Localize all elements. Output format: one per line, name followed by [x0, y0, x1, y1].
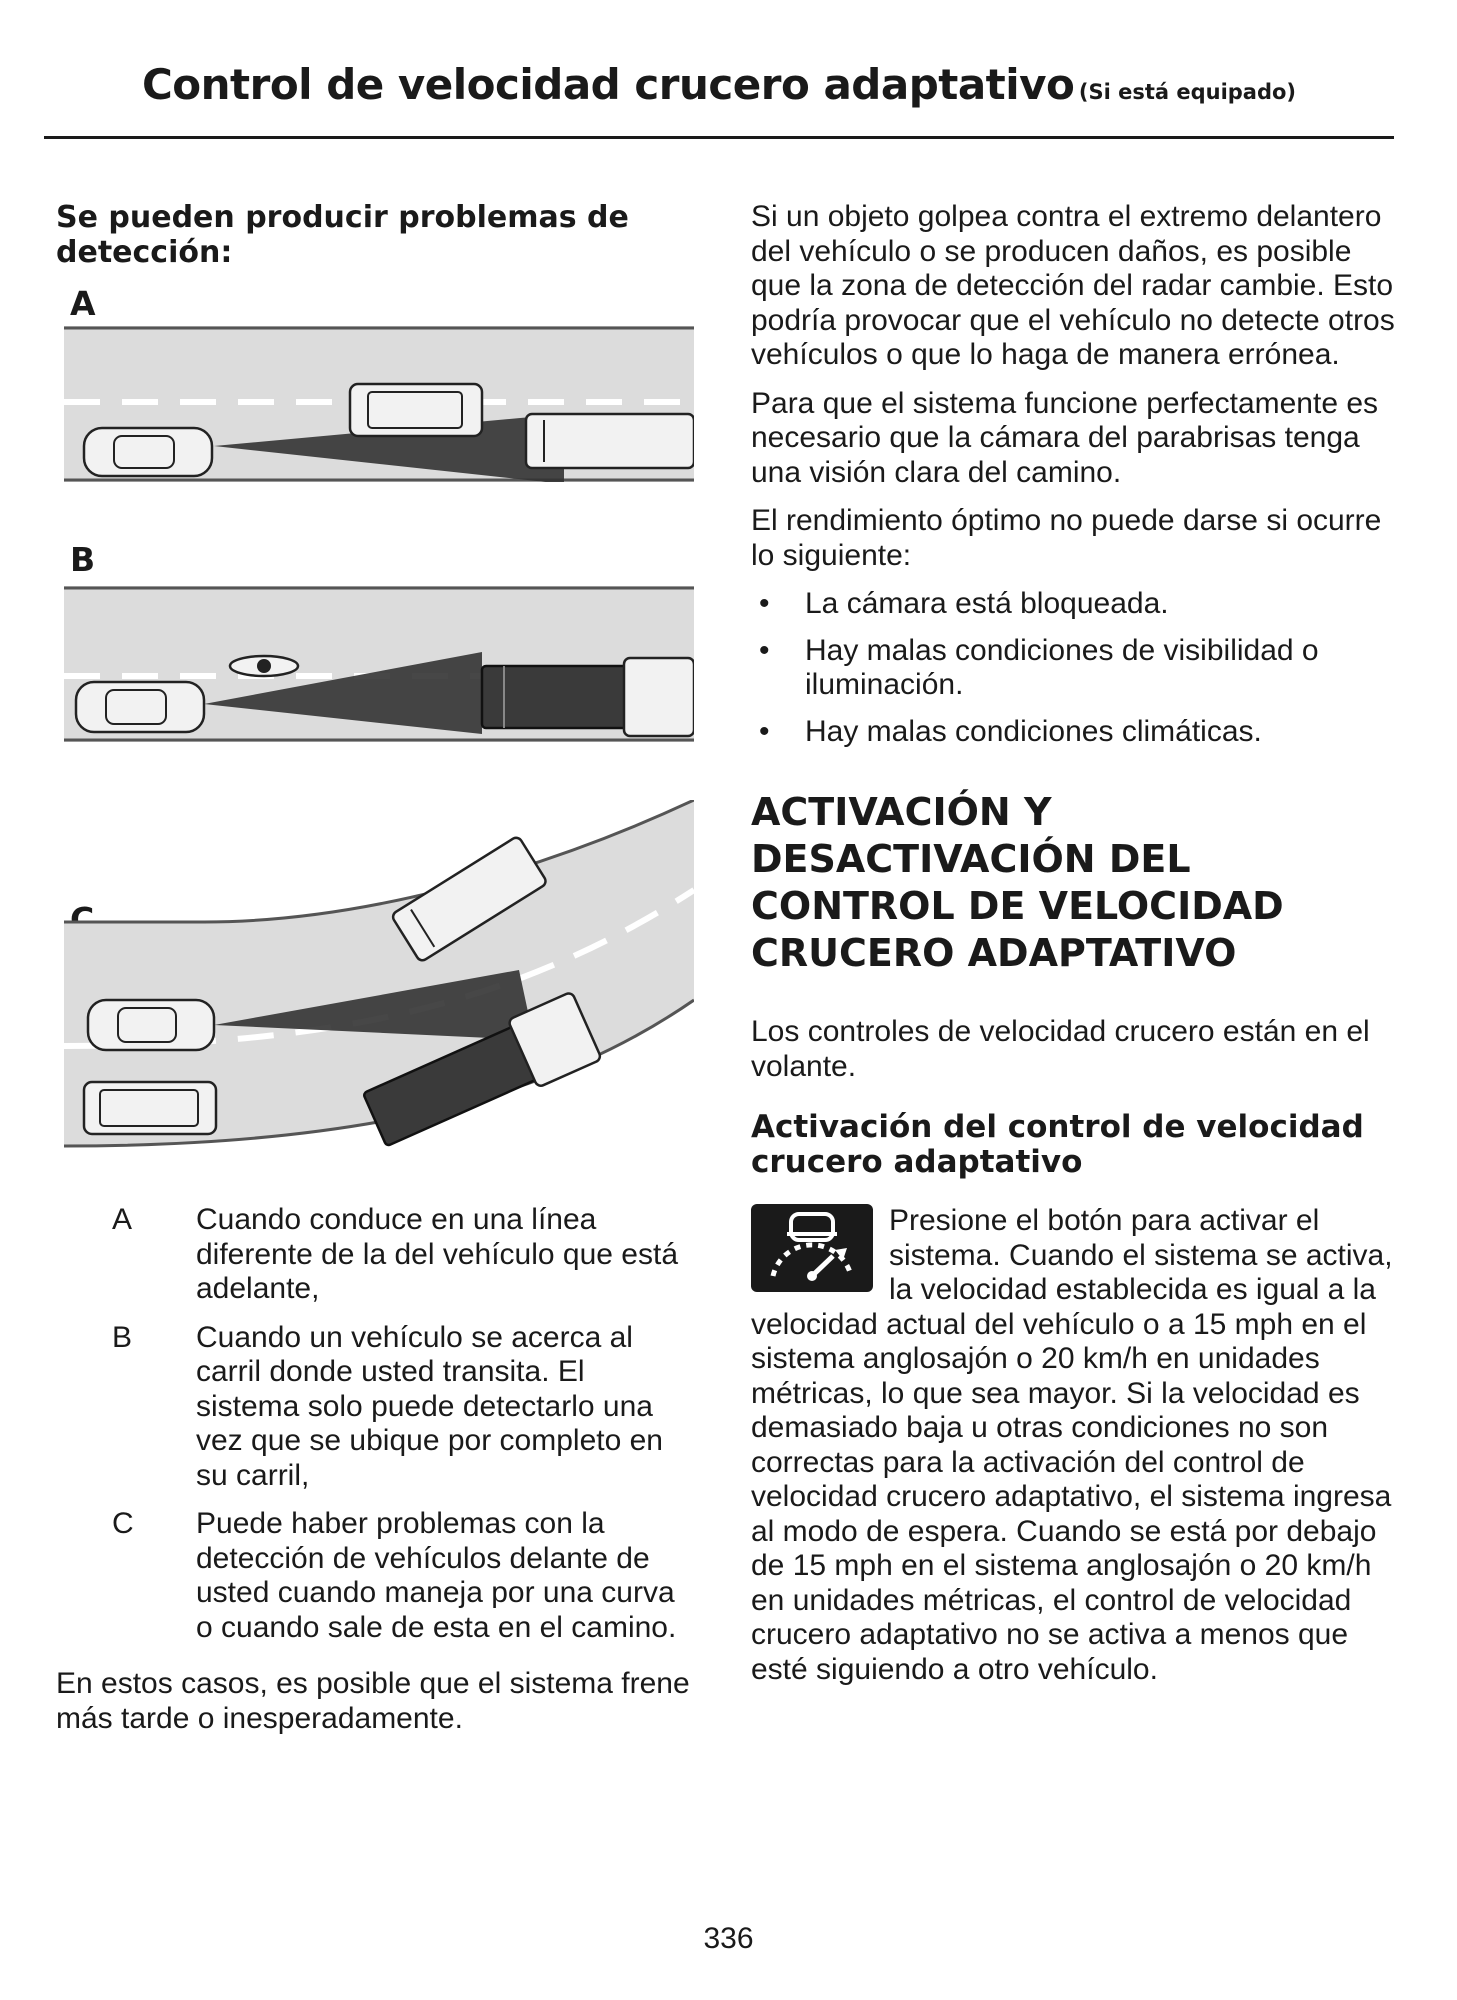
legend-key: C: [112, 1507, 134, 1540]
figure-label-b: B: [70, 540, 96, 579]
legend-item-a: [56, 1203, 696, 1307]
list-item: • Hay malas condiciones climáticas.: [759, 714, 1262, 748]
adaptive-cruise-icon: [751, 1204, 873, 1292]
page-header: [44, 60, 1394, 109]
subsection-heading: Activación del control de velocidad crucero adaptativo: [751, 1109, 1364, 1180]
paragraph-radar-damage: Si un objeto golpea contra el extremo delantero del vehículo o se producen daños, es posible que la zona de detección del radar cambie. Esto podría provocar que el vehículo no detecte otros vehículos o que lo haga de manera errónea.: [751, 200, 1395, 371]
page-number: 336: [703, 1922, 754, 1955]
legend-key: A: [112, 1203, 133, 1236]
own-car-icon: [76, 682, 204, 732]
legend-key: B: [112, 1320, 133, 1354]
legend-text: Cuando conduce en una línea diferente de la del vehículo que está adelante,: [196, 1203, 679, 1305]
own-car-icon: [88, 1000, 214, 1050]
paragraph-performance: El rendimiento óptimo no puede darse si ocurre lo siguiente:: [751, 504, 1382, 572]
page-title: Control de velocidad crucero adaptativo: [141, 60, 1075, 109]
conditions-list: [751, 587, 1401, 749]
page-subtitle: (Si está equipado): [1078, 80, 1297, 104]
bullet-icon: •: [759, 633, 770, 667]
legend-text: Puede haber problemas con la detección de vehículos delante de usted cuando maneja por una curva o cuando sale de esta en el camino.: [196, 1507, 677, 1644]
truck-icon: [482, 658, 694, 736]
motorcycle-icon: [230, 656, 298, 676]
paragraph-activation: Presione el botón para activar el sistema. Cuando el sistema se activa, la velocidad establecida es igual a la velocidad actual del vehículo o a 15 mph en el sistema anglosajón o 20 km/h en unidades métricas, lo que sea mayor. Si la velocidad es demasiado baja u otras condiciones no son correctas para la activación del control de velocidad crucero adaptativo, el sistema ingresa al modo de espera. Cuando se está por debajo de 15 mph en el sistema anglosajón o 20 km/h en unidades métricas, el control de velocidad crucero adaptativo no se activa a menos que esté siguiendo a otro vehículo.: [751, 1204, 1393, 1686]
right-column: [751, 200, 1401, 1701]
figure-legend: [56, 1203, 696, 1750]
bullet-icon: •: [759, 587, 770, 620]
van-icon: [526, 414, 694, 468]
section-heading: ACTIVACIÓN Y DESACTIVACIÓN DEL CONTROL DE VELOCIDAD CRUCERO ADAPTATIVO: [751, 790, 1284, 975]
figure-label-c: C: [70, 900, 95, 939]
own-car-icon: [84, 428, 212, 476]
legend-item-b: [56, 1321, 696, 1494]
closing-paragraph: En estos casos, es posible que el sistema frene más tarde o inesperadamente.: [56, 1667, 690, 1735]
bullet-icon: •: [759, 714, 770, 748]
figure-b-diagram: [64, 586, 694, 742]
paragraph-controls: Los controles de velocidad crucero están en el volante.: [751, 1015, 1370, 1083]
header-rule: [44, 136, 1394, 139]
legend-item-c: [56, 1507, 696, 1645]
list-item: • Hay malas condiciones de visibilidad o iluminación.: [759, 633, 1319, 701]
figure-label-a: A: [70, 284, 96, 323]
suv-icon: [350, 384, 482, 436]
suv-icon: [84, 1082, 216, 1134]
figure-c-diagram: [64, 800, 694, 1150]
paragraph-camera: Para que el sistema funcione perfectamente es necesario que la cámara del parabrisas tenga una visión clara del camino.: [751, 386, 1379, 489]
legend-text: Cuando un vehículo se acerca al carril donde usted transita. El sistema solo puede detectarlo una vez que se ubique por completo en su carril,: [196, 1320, 663, 1492]
list-item: • La cámara está bloqueada.: [759, 587, 1169, 620]
detection-problems-heading: Se pueden producir problemas de detección:: [56, 200, 629, 270]
activation-block: [751, 1204, 1401, 1687]
left-column: [56, 200, 696, 270]
figure-a-diagram: [64, 326, 694, 482]
